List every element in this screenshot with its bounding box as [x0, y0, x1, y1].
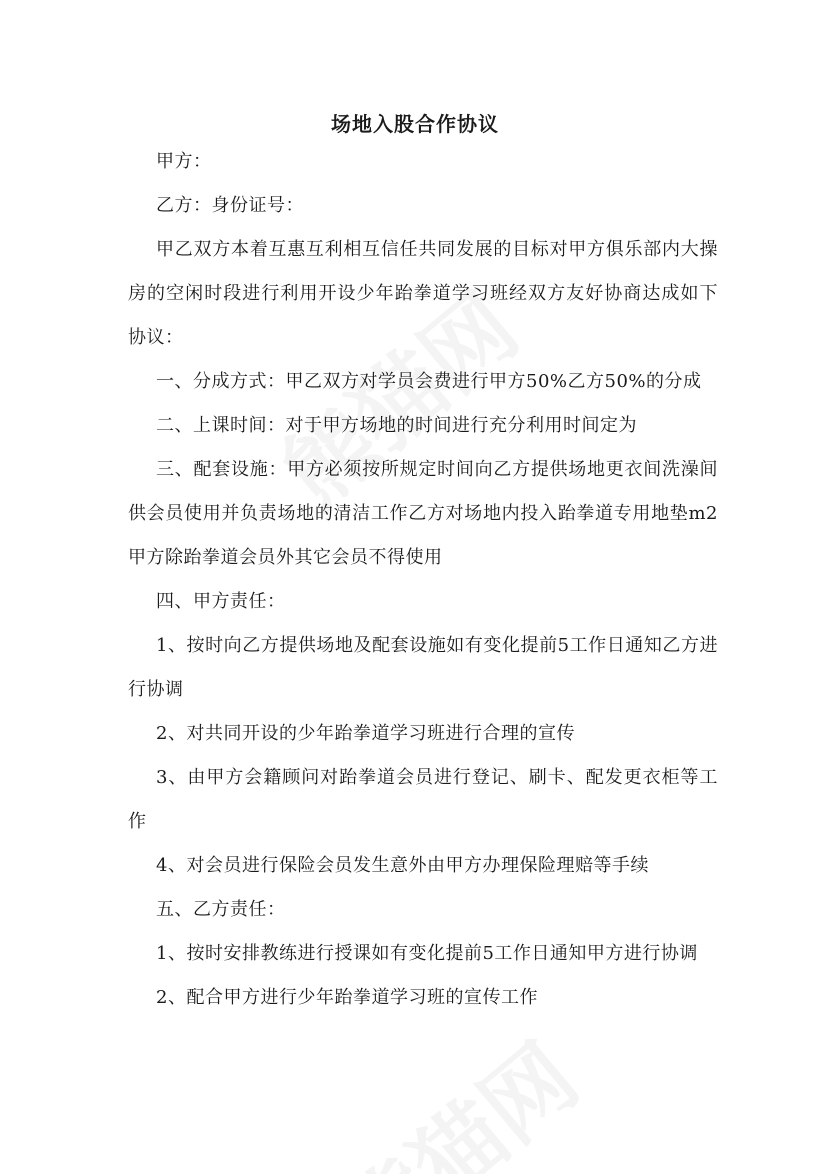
section-party-a-duties: 四、甲方责任： — [156, 591, 286, 612]
preamble-paragraph: 甲乙双方本着互惠互利相互信任共同发展的目标对甲方俱乐部内大操房的空闲时段进行利用开设少年跆拳道学习班经双方友好协商达成如下协议： — [128, 239, 718, 348]
party-a-duty-item: 4、对会员进行保险会员发生意外由甲方办理保险理赔等手续 — [156, 855, 649, 876]
clause-facilities: 三、配套设施：甲方必须按所规定时间向乙方提供场地更衣间洗澡间供会员使用并负责场地的清洁工作乙方对场地内投入跆拳道专用地垫m2甲方除跆拳道会员外其它会员不得使用 — [128, 459, 718, 568]
party-a-duty-item: 2、对共同开设的少年跆拳道学习班进行合理的宣传 — [156, 723, 575, 744]
party-a-duty-item: 3、由甲方会籍顾问对跆拳道会员进行登记、刷卡、配发更衣柜等工作 — [128, 767, 718, 832]
party-a-duty-item: 1、按时向乙方提供场地及配套设施如有变化提前5工作日通知乙方进行协调 — [128, 635, 718, 700]
party-b-line: 乙方：身份证号： — [156, 195, 304, 216]
clause-class-time: 二、上课时间：对于甲方场地的时间进行充分利用时间定为 — [156, 415, 637, 436]
document-body — [128, 140, 718, 1020]
document-title: 场地入股合作协议 — [331, 112, 499, 136]
clause-revenue-split: 一、分成方式：甲乙双方对学员会费进行甲方50%乙方50%的分成 — [156, 371, 702, 392]
party-b-duty-item: 1、按时安排教练进行授课如有变化提前5工作日通知甲方进行协调 — [156, 943, 698, 964]
section-party-b-duties: 五、乙方责任： — [156, 899, 286, 920]
party-a-line: 甲方： — [156, 151, 212, 172]
party-b-duty-item: 2、配合甲方进行少年跆拳道学习班的宣传工作 — [156, 987, 538, 1008]
watermark — [310, 1008, 600, 1174]
